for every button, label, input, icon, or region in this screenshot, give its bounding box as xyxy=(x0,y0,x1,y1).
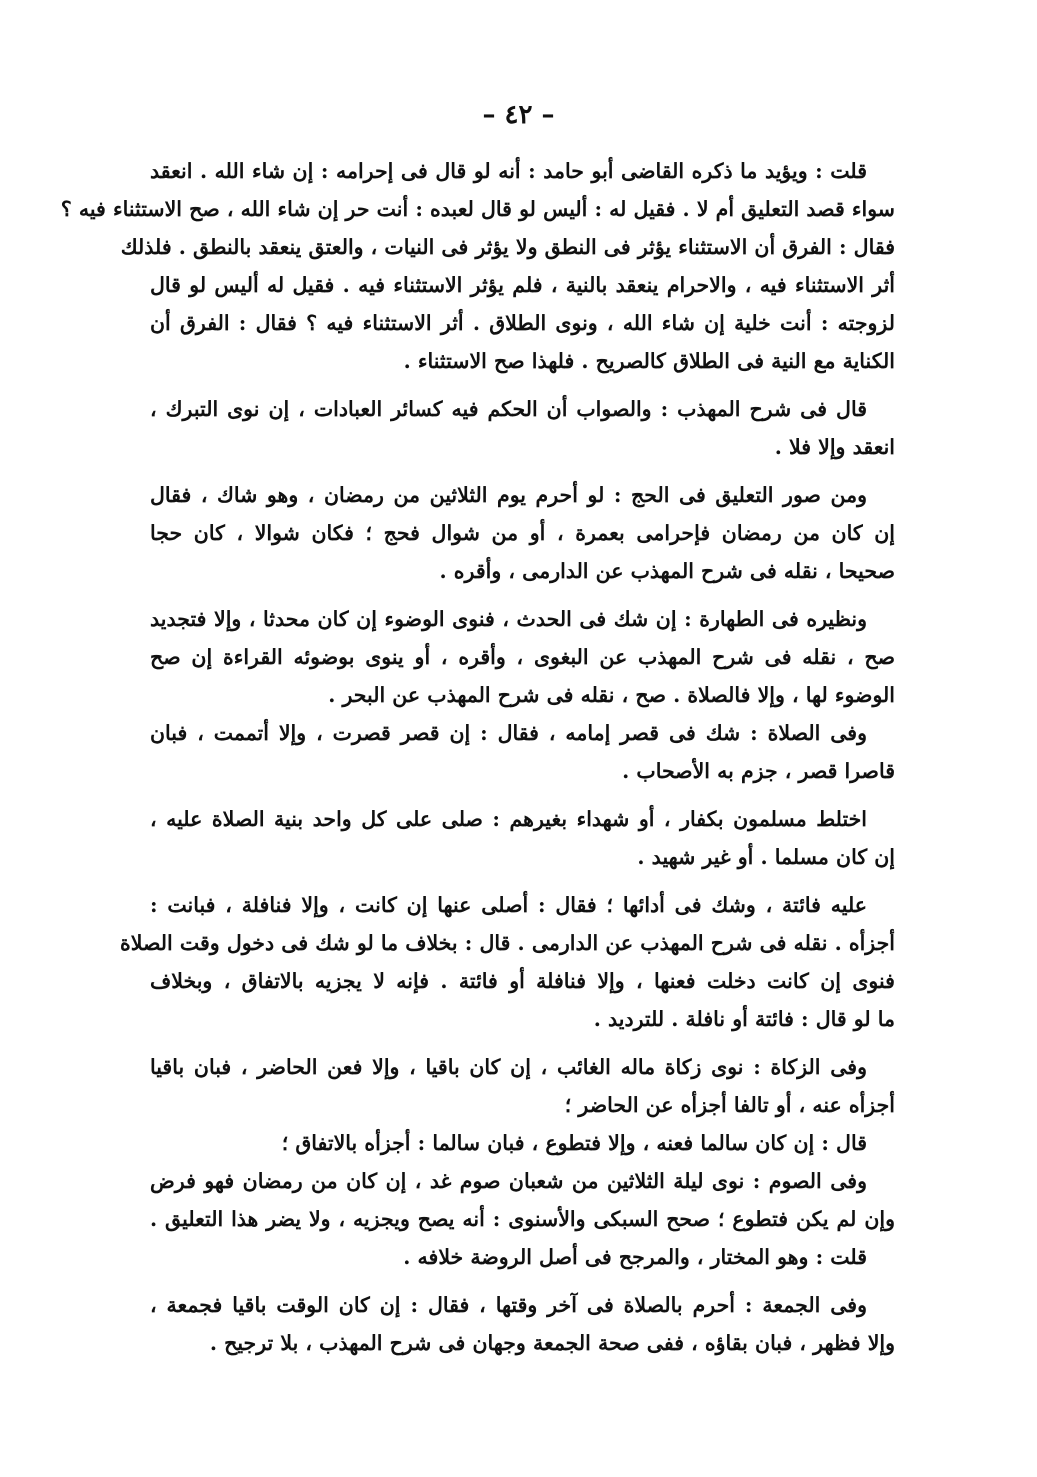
text-line: وإن لم يكن فتطوع ؛ صحح السبكى والأسنوى : أنه يصح ويجزيه ، ولا يضر هذا التعليق . xyxy=(150,1207,895,1231)
text-line: ونظيره فى الطهارة : إن شك فى الحدث ، فنوى الوضوء إن كان محدثا ، وإلا فتجديد xyxy=(150,607,867,631)
text-line: فقال : الفرق أن الاستثناء يؤثر فى النطق ولا يؤثر فى النيات ، والعتق ينعقد بالنطق . فلذلك xyxy=(120,235,895,259)
text-line: قاصرا قصر ، جزم به الأصحاب . xyxy=(622,759,895,783)
text-line: صحيحا ، نقله فى شرح المهذب عن الدارمى ، وأقره . xyxy=(439,559,895,583)
text-line: إن كان مسلما . أو غير شهيد . xyxy=(637,845,895,869)
text-line: صح ، نقله فى شرح المهذب عن البغوى ، وأقره ، أو ينوى بوضوئه القراءة إن صح xyxy=(150,645,895,669)
text-line: عليه فائتة ، وشك فى أدائها ؛ فقال : أصلى عنها إن كانت ، وإلا فنافلة ، فبانت : xyxy=(150,893,867,917)
text-line: قلت : ويؤيد ما ذكره القاضى أبو حامد : أنه لو قال فى إحرامه : إن شاء الله . انعقد xyxy=(150,159,867,183)
text-line: أثر الاستثناء فيه ، والاحرام ينعقد بالنية ، فلم يؤثر الاستثناء فيه . فقيل له أليس لو قال xyxy=(150,273,895,297)
text-line: قلت : وهو المختار ، والمرجح فى أصل الروضة خلافه . xyxy=(403,1245,867,1269)
text-line: الكناية مع النية فى الطلاق كالصريح . فلهذا صح الاستثناء . xyxy=(403,349,895,373)
text-line: وفى الجمعة : أحرم بالصلاة فى آخر وقتها ، فقال : إن كان الوقت باقيا فجمعة ، xyxy=(150,1293,867,1317)
text-line: أجزأه . نقله فى شرح المهذب عن الدارمى . قال : بخلاف ما لو شك فى دخول وقت الصلاة xyxy=(120,931,895,955)
text-line: إن كان من رمضان فإحرامى بعمرة ، أو من شوال فحج ؛ فكان شوالا ، كان حجا xyxy=(150,521,895,545)
text-line: وفى الصلاة : شك فى قصر إمامه ، فقال : إن قصر قصرت ، وإلا أتممت ، فبان xyxy=(150,721,867,745)
text-line: قال : إن كان سالما فعنه ، وإلا فتطوع ، فبان سالما : أجزأه بالاتفاق ؛ xyxy=(281,1131,867,1155)
body-text xyxy=(60,152,895,1362)
text-line: انعقد وإلا فلا . xyxy=(774,435,895,459)
text-line: اختلط مسلمون بكفار ، أو شهداء بغيرهم : صلى على كل واحد بنية الصلاة عليه ، xyxy=(150,807,867,831)
text-line: سواء قصد التعليق أم لا . فقيل له : أليس لو قال لعبده : أنت حر إن شاء الله ، صح الاستثناء فيه ؟ xyxy=(60,197,895,221)
text-line: ما لو قال : فائتة أو نافلة . للترديد . xyxy=(593,1007,895,1031)
text-line: فنوى إن كانت دخلت فعنها ، وإلا فنافلة أو فائتة . فإنه لا يجزيه بالاتفاق ، وبخلاف xyxy=(150,969,895,993)
text-line: أجزأه عنه ، أو تالفا أجزأه عن الحاضر ؛ xyxy=(564,1093,895,1117)
text-line: الوضوء لها ، وإلا فالصلاة . صح ، نقله فى شرح المهذب عن البحر . xyxy=(328,683,895,707)
text-line: قال فى شرح المهذب : والصواب أن الحكم فيه كسائر العبادات ، إن نوى التبرك ، xyxy=(150,397,867,421)
text-line: ومن صور التعليق فى الحج : لو أحرم يوم الثلاثين من رمضان ، وهو شاك ، فقال xyxy=(150,483,867,507)
text-line: لزوجته : أنت خلية إن شاء الله ، ونوى الطلاق . أثر الاستثناء فيه ؟ فقال : الفرق أن xyxy=(150,311,895,335)
text-line: وفى الصوم : نوى ليلة الثلاثين من شعبان صوم غد ، إن كان من رمضان فهو فرض xyxy=(150,1169,867,1193)
text-line: وفى الزكاة : نوى زكاة ماله الغائب ، إن كان باقيا ، وإلا فعن الحاضر ، فبان باقيا xyxy=(150,1055,867,1079)
page-number: – ٤٢ – xyxy=(482,100,555,130)
text-line: وإلا فظهر ، فبان بقاؤه ، ففى صحة الجمعة وجهان فى شرح المهذب ، بلا ترجيح . xyxy=(209,1331,895,1355)
